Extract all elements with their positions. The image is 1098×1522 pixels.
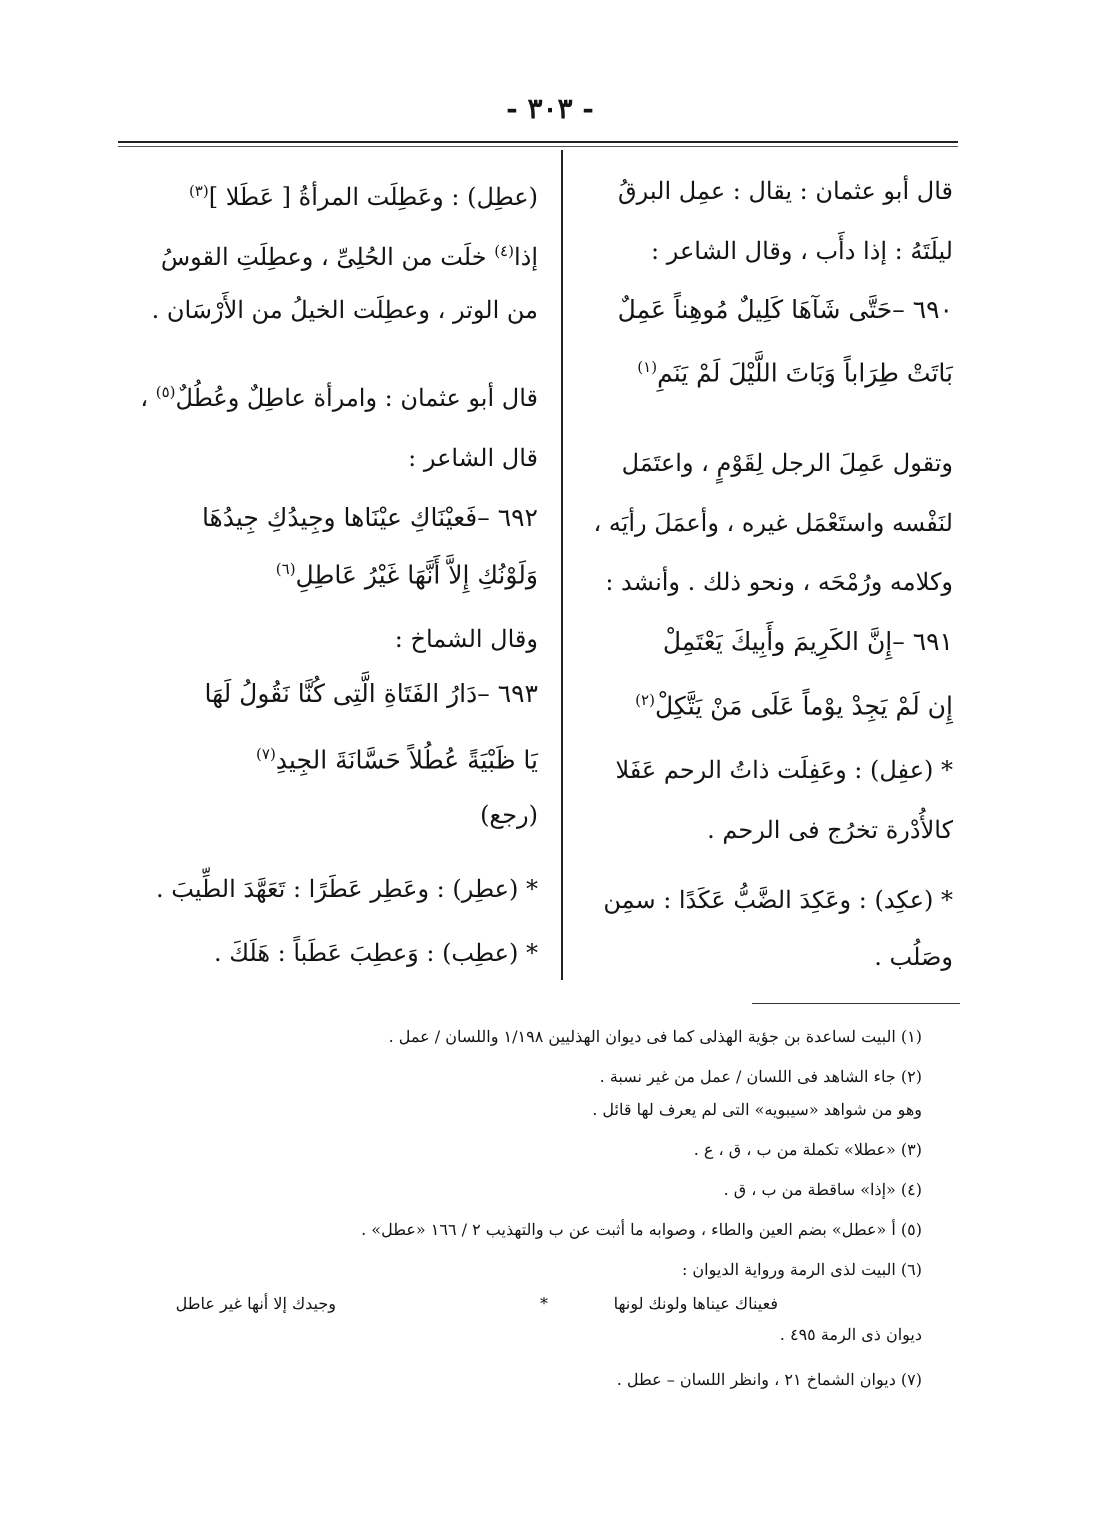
left-column-line (202, 503, 538, 533)
left-column-line (140, 377, 538, 413)
line-text: ٦٩٢ –فَعيْنَاكِ عيْنَاها وجِيدُكِ جِيدُهَا (201, 503, 538, 532)
right-column-line (622, 448, 953, 478)
right-column-line (618, 176, 953, 206)
line-text: قال أبو عثمان : يقال : عمِل البرقُ (618, 177, 953, 205)
left-column-line (189, 176, 538, 212)
page-number: - ٣٠٣ - (506, 92, 594, 125)
line-tail: ، (140, 384, 156, 412)
line-text: ٦٩٠ –حَتَّى شَآهَا كَلِيلٌ مُوهِناً عَمِلٌ (617, 295, 953, 324)
right-column-line (707, 815, 953, 845)
footnote-4: (٣) «عطلا» تكملة من ب ، ق ، ع . (693, 1140, 922, 1159)
left-column-line (152, 295, 538, 325)
footnote-marker: (٥) (155, 383, 176, 401)
left-column-line (161, 236, 538, 272)
line-text: ليلَتَهُ : إذا دأَب ، وقال الشاعر : (651, 237, 953, 265)
left-column-line (214, 938, 538, 968)
right-column-line (603, 885, 953, 915)
footnote-marker: (٤) (494, 242, 514, 260)
right-column-line (635, 685, 953, 721)
footnote-marker: (٣) (188, 182, 209, 200)
footnote-marker: (٧) (256, 745, 276, 763)
line-text: (رجع) (480, 801, 538, 829)
right-column-line (637, 352, 953, 388)
header-rule (118, 141, 958, 143)
footnote-marker: (٢) (635, 691, 655, 709)
footnote-verse-separator: * (540, 1294, 548, 1313)
right-column-line (651, 236, 953, 266)
line-text: ٦٩٣ –دَارُ الفَتَاةِ الَّتِى كُنَّا نَقُولُ لَهَا (204, 679, 538, 708)
left-column-line (395, 624, 538, 654)
left-column-line (276, 554, 538, 590)
line-text: وقال الشماخ : (394, 625, 538, 653)
header-rule-thin (118, 146, 958, 147)
right-column-line (874, 942, 953, 972)
left-column-line (480, 800, 538, 830)
line-text: إذا (513, 243, 538, 271)
line-text-continued: خلَت من الحُلِىِّ ، وعطِلَتِ القوسُ (160, 243, 495, 271)
right-column-line (663, 627, 953, 657)
footnote-marker: (٦) (275, 560, 296, 578)
line-text: كالأُدْرة تخرُج فى الرحم . (707, 816, 953, 844)
line-text: وكلامه ورُمْحَه ، ونحو ذلك . وأنشد : (605, 568, 953, 596)
footnote-8: ديوان ذى الرمة ٤٩٥ . (779, 1325, 922, 1344)
line-text: قال أبو عثمان : وامرأة عاطِلٌ وعُطُلٌ (175, 384, 538, 412)
line-text: * (عكِد) : وعَكِدَ الضَّبُّ عَكَدًا : سمِن (603, 886, 953, 914)
line-text: وصَلُب . (874, 943, 953, 971)
footnote-6: (٥) أ «عطل» بضم العين والطاء ، وصوابه ما أثبت عن ب والتهذيب ٢ / ١٦٦ «عطل» . (361, 1220, 922, 1239)
footnote-1: (١) البيت لساعدة بن جؤية الهذلى كما فى ديوان الهذليين ١/١٩٨ واللسان / عمل . (388, 1027, 922, 1046)
footnote-verse-second-half: وجيدك إلا أنها غير عاطل (175, 1294, 336, 1313)
line-text: قال الشاعر : (408, 444, 538, 472)
line-text: * (عطِب) : وَعطِبَ عَطَباً : هَلَكَ . (213, 939, 538, 967)
right-column-line (605, 567, 953, 597)
line-text: بَاتَتْ طِرَاباً وَبَاتَ اللَّيْلَ لَمْ يَنَمِ (657, 358, 953, 388)
line-text: ٦٩١ –إِنَّ الكَرِيمَ وأَبِيكَ يَعْتَمِلْ (662, 627, 953, 656)
column-divider (561, 150, 563, 980)
line-text: وتقول عَمِلَ الرجل لِقَوْمٍ ، واعتَمَل (621, 449, 953, 477)
right-column-line (615, 755, 953, 785)
left-column-line (204, 679, 538, 709)
footnote-2: (٢) جاء الشاهد فى اللسان / عمل من غير نسبة . (599, 1067, 922, 1086)
line-text: يَا ظَبْيَةً عُطُلاً حَسَّانَةَ الجِيدِ (275, 745, 538, 775)
line-text: وَلَوْنُكِ إِلاَّ أَنَّهَا غَيْرُ عَاطِلِ (295, 560, 538, 590)
line-text: (عطِل) : وعَطِلَت المرأةُ [ عَطَلا ] (208, 183, 538, 211)
line-text: إِن لَمْ يَجِدْ يوْماً عَلَى مَنْ يَتَّكِلْ (654, 691, 953, 721)
footnote-5: (٤) «إذا» ساقطة من ب ، ق . (723, 1180, 922, 1199)
left-column-line (256, 739, 538, 775)
footnote-3: وهو من شواهد «سيبويه» التى لم يعرف لها قائل . (592, 1100, 922, 1119)
right-column-line (593, 508, 953, 538)
footnote-rule (752, 1003, 960, 1004)
footnote-9: (٧) ديوان الشماخ ٢١ ، وانظر اللسان – عطل . (616, 1370, 922, 1389)
footnote-verse-first-half: فعيناك عيناها ولونك لونها (613, 1294, 778, 1313)
left-column-line (156, 874, 538, 904)
line-text: * (عفِل) : وعَفِلَت ذاتُ الرحم عَفَلا (615, 756, 953, 784)
left-column-line (408, 443, 538, 473)
footnote-7: (٦) البيت لذى الرمة ورواية الديوان : (681, 1260, 922, 1279)
footnote-marker: (١) (637, 358, 658, 376)
line-text: من الوتر ، وعطِلَت الخيلُ من الأَرْسَان . (151, 296, 538, 324)
line-text: لنَفْسه واستَعْمَل غيره ، وأعمَلَ رأيَه ، (593, 509, 953, 537)
line-text: * (عطِر) : وعَطِر عَطَرًا : تَعَهَّدَ الطِّيبَ . (156, 875, 538, 903)
right-column-line (618, 295, 953, 325)
